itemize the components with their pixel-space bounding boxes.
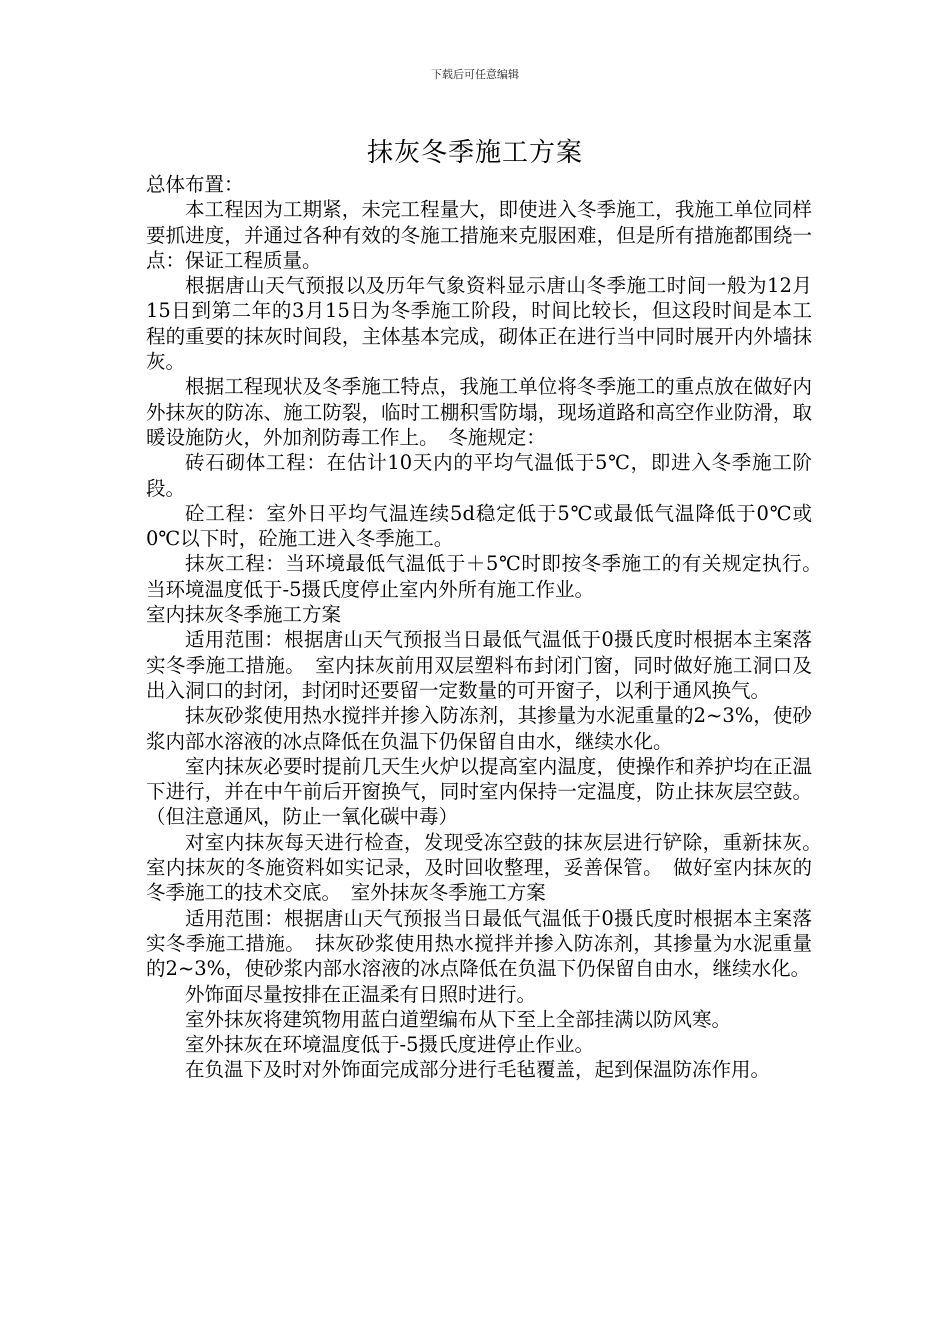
paragraph: 室内抹灰必要时提前几天生火炉以提高室内温度，使操作和养护均在正温下进行，并在中午前后开窗换气，同时室内保持一定温度，防止抹灰层空鼓。（但注意通风，防止一氧化碳中毒） [146, 754, 812, 829]
paragraph: 室内抹灰冬季施工方案 [146, 603, 342, 627]
paragraph: 根据工程现状及冬季施工特点，我施工单位将冬季施工的重点放在做好内外抹灰的防冻、施工防裂，临时工棚积雪防塌，现场道路和高空作业防滑，取暖设施防火，外加剂防毒工作上。 冬施规定： [146, 375, 812, 449]
paragraph: 砖石砌体工程：在估计10天内的平均气温低于5℃，即进入冬季施工阶段。 [146, 451, 812, 500]
document-body [146, 172, 832, 1083]
paragraph: 室外抹灰将建筑物用蓝白道塑编布从下至上全部挂满以防风寒。 [185, 1007, 732, 1031]
paragraph: 根据唐山天气预报以及历年气象资料显示唐山冬季施工时间一般为12月15日到第二年的3月15日为冬季施工阶段，时间比较长，但这段时间是本工程的重要的抹灰时间段，主体基本完成，砌体正在进行当中同时展开内外墙抹灰。 [146, 274, 812, 374]
paragraph: 在负温下及时对外饰面完成部分进行毛毡覆盖，起到保温防冻作用。 [185, 1058, 771, 1082]
header-note: 下载后可任意编辑 [431, 68, 519, 81]
paragraph: 外饰面尽量按排在正温柔有日照时进行。 [185, 982, 537, 1006]
paragraph: 抹灰工程：当环境最低气温低于＋5℃时即按冬季施工的有关规定执行。 当环境温度低于-5摄氏度停止室内外所有施工作业。 [146, 552, 832, 601]
paragraph: 对室内抹灰每天进行检查，发现受冻空鼓的抹灰层进行铲除，重新抹灰。 室内抹灰的冬施资料如实记录，及时回收整理，妥善保管。 做好室内抹灰的冬季施工的技术交底。 室外抹灰冬季施工方案 [146, 830, 832, 905]
paragraph: 本工程因为工期紧，未完工程量大，即使进入冬季施工，我施工单位同样要抓进度，并通过各种有效的冬施工措施来克服困难，但是所有措施都围绕一点：保证工程质量。 [146, 198, 812, 272]
document-title: 抹灰冬季施工方案 [366, 138, 583, 168]
paragraph: 抹灰砂浆使用热水搅拌并掺入防冻剂，其掺量为水泥重量的2~3%，使砂浆内部水溶液的冰点降低在负温下仍保留自由水，继续水化。 [146, 704, 812, 753]
paragraph: 室外抹灰在环境温度低于-5摄氏度进停止作业。 [185, 1033, 594, 1057]
paragraph: 总体布置： [146, 173, 244, 196]
paragraph: 适用范围：根据唐山天气预报当日最低气温低于0摄氏度时根据本主案落实冬季施工措施。 室内抹灰前用双层塑料布封闭门窗，同时做好施工洞口及出入洞口的封闭，封闭时还要留一定数量的可开窗子，以利于通风换气。 [146, 628, 812, 702]
paragraph: 砼工程：室外日平均气温连续5d稳定低于5℃或最低气温降低于0℃或0℃以下时，砼施工进入冬季施工。 [146, 501, 812, 551]
paragraph: 适用范围：根据唐山天气预报当日最低气温低于0摄氏度时根据本主案落实冬季施工措施。 抹灰砂浆使用热水搅拌并掺入防冻剂，其掺量为水泥重量的2~3%，使砂浆内部水溶液的冰点降低在负温下仍保留自由水，继续水化。 [146, 906, 812, 981]
